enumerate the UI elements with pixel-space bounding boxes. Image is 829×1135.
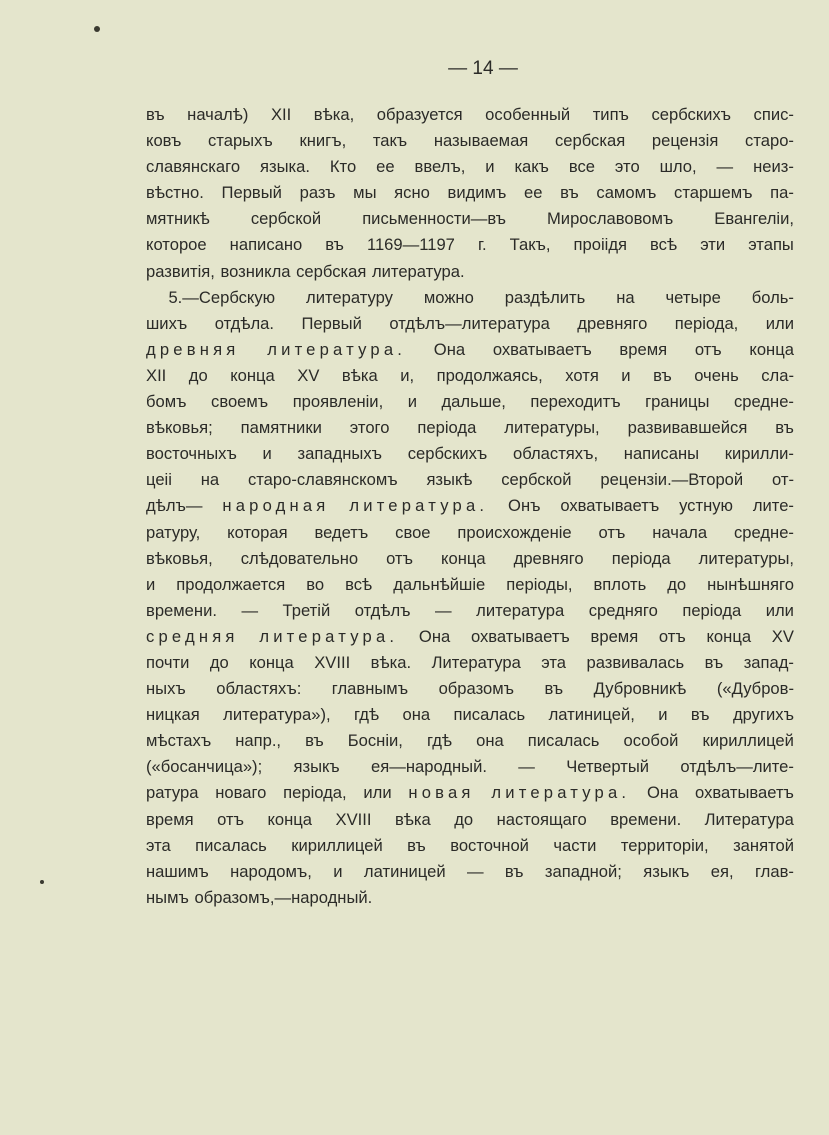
text-line — [146, 598, 794, 624]
text-line — [146, 572, 794, 598]
text-line — [146, 259, 794, 285]
word: время — [146, 809, 194, 829]
word: вѣка — [394, 809, 431, 829]
text-line — [146, 180, 794, 206]
word: славянскаго — [146, 157, 241, 177]
word: конца — [441, 548, 486, 568]
word: Кто — [329, 157, 357, 177]
word: народная — [222, 496, 330, 516]
word: Онъ — [508, 496, 541, 516]
word: Она — [418, 626, 451, 646]
word: всѣ — [345, 574, 373, 594]
text-line — [146, 520, 794, 546]
word: конца — [230, 365, 275, 385]
word: Четвертый — [566, 757, 650, 777]
word: настоящаго — [496, 809, 587, 829]
word: литература. — [349, 496, 489, 516]
text-line — [146, 780, 794, 806]
word: время — [590, 626, 639, 646]
word: можно — [423, 287, 474, 307]
word: и — [621, 365, 631, 385]
word: литература. — [259, 626, 399, 646]
word: такъ — [372, 131, 408, 151]
word: конца — [706, 626, 752, 646]
word: періода — [682, 600, 742, 620]
word: («Дубров- — [716, 679, 794, 699]
text-line — [146, 728, 794, 754]
word: Она — [646, 783, 679, 803]
text-line — [146, 285, 794, 311]
word: Литература — [431, 652, 521, 672]
word: отъ — [658, 626, 686, 646]
word: мы — [353, 183, 377, 203]
word: вѣстно. — [146, 183, 204, 203]
word: и — [262, 444, 272, 464]
word: ведетъ — [314, 522, 369, 542]
word: и — [146, 574, 156, 594]
word: спис- — [753, 105, 794, 124]
word: сла- — [761, 365, 794, 385]
text-line — [146, 415, 794, 441]
word: конца — [249, 652, 294, 672]
word: продолжаясь, — [436, 365, 543, 385]
word: старо-славянскомъ — [247, 470, 398, 490]
word: развивавшейся — [627, 418, 748, 438]
word: отдѣлъ—литература — [389, 313, 550, 333]
text-line — [146, 467, 794, 493]
word: устную — [679, 496, 733, 516]
word: па- — [770, 183, 794, 203]
word: отдѣлъ—лите- — [680, 757, 794, 777]
word: въ — [653, 365, 672, 385]
word: старо- — [745, 131, 794, 151]
word: особенный — [485, 105, 571, 124]
word: ныхъ — [146, 679, 186, 699]
word: средне- — [733, 522, 794, 542]
word: боль- — [751, 287, 794, 307]
word: от- — [771, 470, 794, 490]
word: сербская — [554, 131, 626, 151]
word: этапы — [748, 235, 794, 255]
word: писалась — [527, 731, 600, 751]
word: переходитъ — [530, 392, 621, 412]
word: конца — [267, 809, 313, 829]
word: XVIII — [335, 809, 372, 829]
word: отъ — [598, 522, 626, 542]
word: въ — [325, 235, 344, 255]
word: которое — [146, 235, 207, 255]
word: образуется — [376, 105, 463, 124]
text-line — [146, 833, 794, 859]
word: Такъ, — [509, 235, 551, 255]
word: литература. — [267, 339, 407, 359]
word: гдѣ — [426, 731, 453, 751]
word: въ — [504, 861, 524, 881]
word: нашимъ — [146, 861, 209, 881]
word: все — [568, 157, 595, 177]
word: въ — [305, 731, 324, 751]
word: своемъ — [211, 392, 269, 412]
text-line — [146, 676, 794, 702]
word: и, — [400, 365, 415, 385]
word: древняго — [513, 548, 584, 568]
word: всѣ — [650, 235, 678, 255]
text-line — [146, 128, 794, 154]
text-line — [146, 546, 794, 572]
word: ея, — [710, 861, 734, 881]
word: XII — [146, 365, 167, 385]
word: конца — [749, 339, 794, 359]
word: восточной — [450, 835, 529, 855]
word: средняя — [146, 626, 239, 646]
word: въ — [704, 652, 724, 672]
word: типъ — [592, 105, 629, 124]
word: самомъ — [596, 183, 657, 203]
word: проявленіи, — [292, 392, 384, 412]
word: сербскихъ — [407, 444, 488, 464]
word: западныхъ — [297, 444, 383, 464]
text-line — [146, 337, 794, 363]
word: новая — [408, 783, 475, 803]
text-line — [146, 232, 794, 258]
word: охватываетъ — [470, 626, 570, 646]
word: Босніи, — [347, 731, 403, 751]
word: запад- — [743, 652, 794, 672]
word: времени. — [146, 600, 217, 620]
word: во — [306, 574, 325, 594]
word: бомъ — [146, 392, 187, 412]
word: Литература — [704, 809, 794, 829]
body-text — [146, 102, 794, 911]
text-line — [146, 754, 794, 780]
word: періода, — [674, 313, 739, 333]
word: четыре — [665, 287, 721, 307]
word: языкъ — [643, 861, 690, 881]
word: писалась — [453, 705, 526, 725]
word: охватываетъ — [695, 783, 794, 803]
word: вѣка, — [313, 105, 355, 124]
word: шло, — [659, 157, 697, 177]
word: и — [333, 861, 343, 881]
word: письменности—въ — [362, 209, 506, 229]
word: на — [616, 287, 635, 307]
word: эта — [146, 835, 171, 855]
word: языкъ — [293, 757, 340, 777]
word: отдѣла. — [214, 313, 275, 333]
word: памятники — [240, 418, 322, 438]
word: періода, — [283, 783, 347, 803]
word: началѣ) — [187, 105, 249, 124]
word: на — [200, 470, 220, 490]
word: литература — [476, 600, 565, 620]
text-line — [146, 154, 794, 180]
word: дальнѣйшіе — [393, 574, 486, 594]
word: цеіі — [146, 470, 172, 490]
word: свое — [395, 522, 431, 542]
word: лите- — [752, 496, 794, 516]
word: сербской — [501, 470, 572, 490]
text-line — [146, 102, 794, 128]
word: Первый — [301, 313, 362, 333]
word: рецензіи.—Второй — [600, 470, 744, 490]
word: этого — [349, 418, 390, 438]
word: Дубровникѣ — [593, 679, 687, 699]
word: мятникѣ — [146, 209, 210, 229]
scan-speck — [94, 26, 100, 32]
word: отъ — [694, 339, 722, 359]
word: гдѣ — [353, 705, 380, 725]
word: слѣдовательно — [240, 548, 359, 568]
scan-speck — [40, 880, 44, 884]
word: въ — [146, 105, 165, 124]
word: Евангеліи, — [714, 209, 794, 229]
word: дѣлъ— — [146, 496, 203, 516]
word: до — [667, 574, 687, 594]
text-segment: нымъ образомъ,—народный. — [146, 887, 373, 907]
word: кирилли- — [724, 444, 794, 464]
word: въ — [407, 835, 426, 855]
word: средняго — [588, 600, 658, 620]
word: въ — [560, 183, 579, 203]
word: періоды, — [506, 574, 573, 594]
word: мѣстахъ — [146, 731, 212, 751]
word: шихъ — [146, 313, 188, 333]
word: отъ — [386, 548, 413, 568]
word: народомъ, — [230, 861, 312, 881]
word: литературы, — [698, 548, 794, 568]
word: древняго — [577, 313, 648, 333]
word: 5.—Сербскую — [146, 287, 276, 307]
word: написано — [229, 235, 303, 255]
word: очень — [694, 365, 739, 385]
word: языка. — [259, 157, 310, 177]
word: глав- — [754, 861, 794, 881]
word: почти — [146, 652, 190, 672]
word: вѣка. — [370, 652, 412, 672]
text-line — [146, 493, 794, 519]
word: ницкая — [146, 705, 200, 725]
word: 1169—1197 — [366, 235, 455, 255]
word: Мирославовомъ — [546, 209, 674, 229]
word: Третій — [282, 600, 331, 620]
text-line — [146, 859, 794, 885]
page-number: — 14 — — [448, 58, 518, 79]
word: — — [435, 600, 452, 620]
word: вѣка — [341, 365, 378, 385]
word: — — [241, 600, 259, 620]
word: и — [407, 392, 417, 412]
word: книгъ, — [299, 131, 347, 151]
word: разъ — [299, 183, 336, 203]
word: времени. — [610, 809, 682, 829]
text-line — [146, 702, 794, 728]
word: ратуру, — [146, 522, 201, 542]
word: время — [619, 339, 668, 359]
word: ясно — [394, 183, 430, 203]
word: границы — [645, 392, 710, 412]
text-line — [146, 650, 794, 676]
word: восточныхъ — [146, 444, 237, 464]
word: она — [476, 731, 504, 751]
text-line — [146, 389, 794, 415]
word: написаны — [623, 444, 700, 464]
word: писалась — [195, 835, 267, 855]
word: и — [485, 157, 495, 177]
word: г. — [477, 235, 487, 255]
word: литературу — [306, 287, 393, 307]
text-line — [146, 441, 794, 467]
word: — — [518, 757, 535, 777]
word: или — [765, 600, 794, 620]
word: XV — [297, 365, 320, 385]
word: до — [188, 365, 208, 385]
word: начала — [652, 522, 708, 542]
word: главнымъ — [331, 679, 409, 699]
text-line — [146, 624, 794, 650]
word: другихъ — [732, 705, 794, 725]
word: ратура — [146, 783, 199, 803]
word: особой — [623, 731, 679, 751]
word: территоріи, — [620, 835, 709, 855]
word: литература. — [491, 783, 631, 803]
word: кириллицей — [702, 731, 794, 751]
word: она — [402, 705, 431, 725]
word: до — [454, 809, 474, 829]
word: ввелъ, — [414, 157, 466, 177]
word: части — [553, 835, 597, 855]
word: литературы, — [504, 418, 600, 438]
word: — — [466, 861, 484, 881]
text-segment: развитія, возникла сербская литература. — [146, 261, 465, 281]
word: видимъ — [447, 183, 507, 203]
word: старшемъ — [674, 183, 753, 203]
word: происхожденіе — [457, 522, 572, 542]
text-line — [146, 885, 794, 911]
word: вплоть — [593, 574, 647, 594]
word: въ — [544, 679, 564, 699]
word: дальше, — [441, 392, 506, 412]
word: называемая — [433, 131, 529, 151]
text-line — [146, 311, 794, 337]
word: ковъ — [146, 131, 182, 151]
word: средне- — [733, 392, 794, 412]
text-line — [146, 206, 794, 232]
word: до — [209, 652, 229, 672]
word: періода — [611, 548, 671, 568]
word: проіідя — [573, 235, 628, 255]
word: раздѣлить — [504, 287, 586, 307]
word: языкѣ — [426, 470, 473, 490]
word: продолжается — [176, 574, 286, 594]
word: XVIII — [314, 652, 351, 672]
word: періода — [417, 418, 477, 438]
word: древняя — [146, 339, 240, 359]
word: новаго — [215, 783, 267, 803]
word: западной; — [544, 861, 622, 881]
word: латиницей — [363, 861, 446, 881]
word: Первый — [221, 183, 282, 203]
word: эти — [700, 235, 726, 255]
word: ея—народный. — [371, 757, 487, 777]
word: XII — [270, 105, 292, 124]
word: отдѣлъ — [354, 600, 411, 620]
word: ее — [376, 157, 395, 177]
word: или — [363, 783, 392, 803]
word: вѣковья, — [146, 548, 213, 568]
word: это — [614, 157, 640, 177]
word: неиз- — [753, 157, 794, 177]
word: охватываетъ — [492, 339, 592, 359]
word: старыхъ — [208, 131, 273, 151]
word: напр., — [235, 731, 282, 751]
word: литература»), — [223, 705, 331, 725]
word: латиницей, — [548, 705, 635, 725]
word: областяхъ, — [513, 444, 599, 464]
word: Она — [433, 339, 466, 359]
text-line — [146, 363, 794, 389]
word: («босанчица»); — [146, 757, 263, 777]
word: въ — [775, 418, 794, 438]
word: которая — [227, 522, 288, 542]
word: образомъ — [438, 679, 515, 699]
word: какъ — [514, 157, 549, 177]
word: развивалась — [586, 652, 685, 672]
word: сербской — [250, 209, 322, 229]
word: вѣковья; — [146, 418, 213, 438]
word: отъ — [217, 809, 244, 829]
word: занятой — [733, 835, 794, 855]
word: областяхъ: — [216, 679, 302, 699]
word: эта — [541, 652, 567, 672]
word: — — [716, 157, 734, 177]
word: или — [765, 313, 794, 333]
word: нынѣшняго — [707, 574, 794, 594]
word: ее — [523, 183, 543, 203]
word: въ — [690, 705, 710, 725]
word: сербскихъ — [651, 105, 732, 124]
word: и — [658, 705, 668, 725]
word: рецензія — [651, 131, 719, 151]
text-line — [146, 807, 794, 833]
word: хотя — [565, 365, 599, 385]
word: охватываетъ — [560, 496, 660, 516]
word: XV — [771, 626, 794, 646]
word: кириллицей — [291, 835, 383, 855]
